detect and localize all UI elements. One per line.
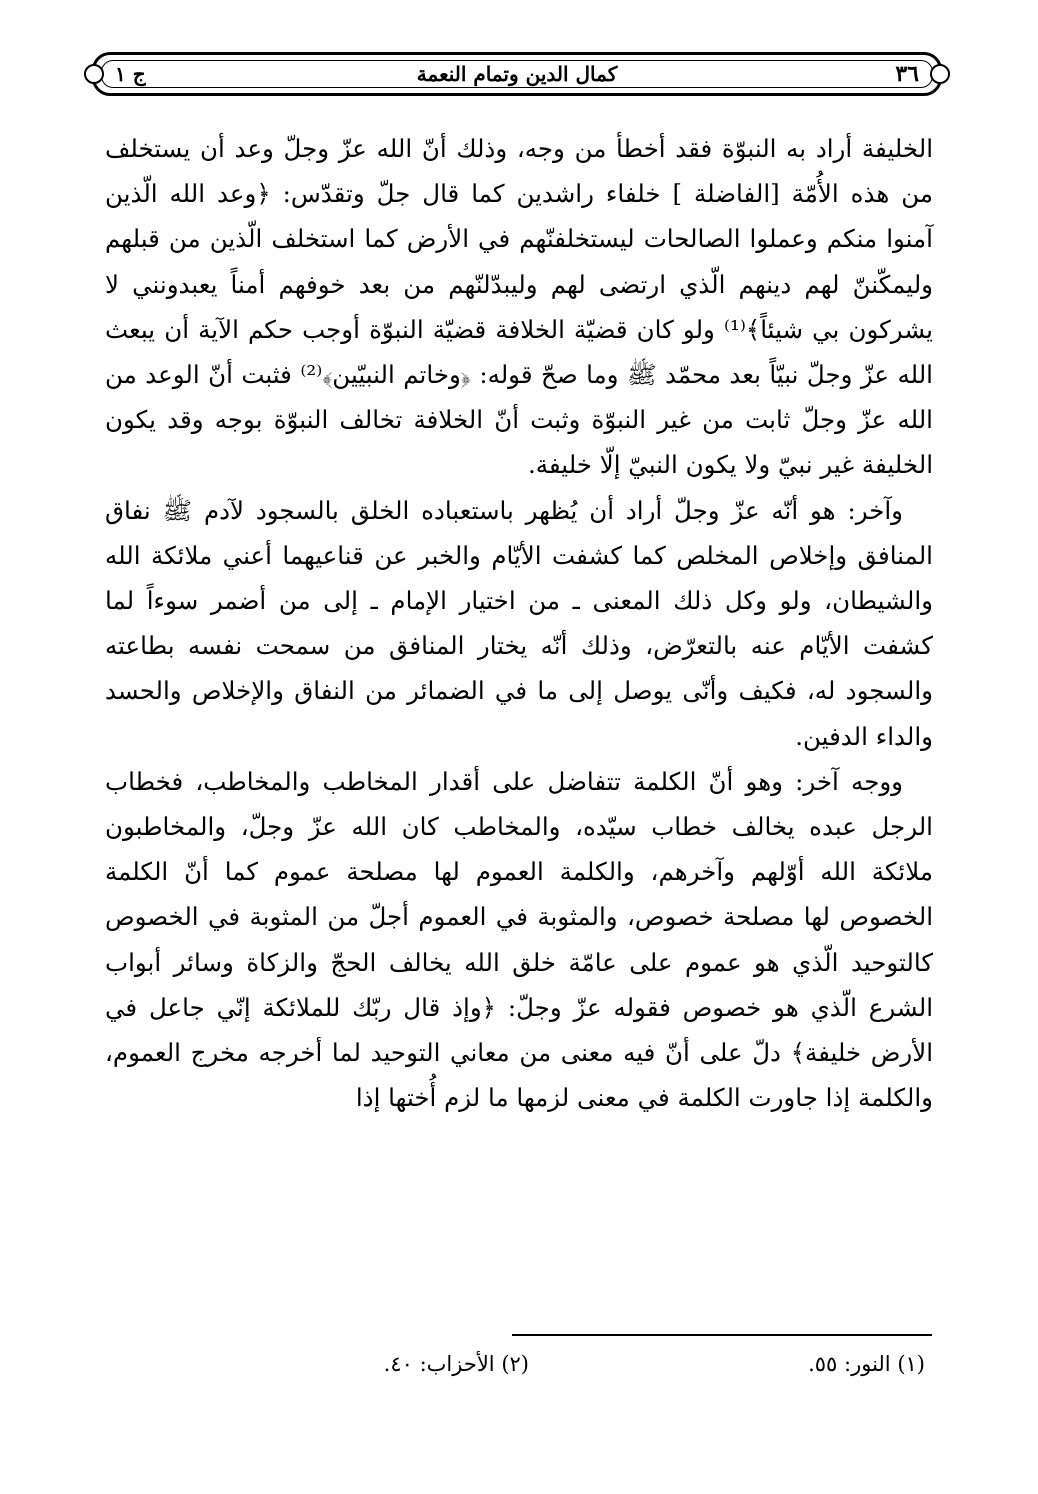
paragraph-3: ووجه آخر: وهو أنّ الكلمة تتفاضل على أقدار المخاطب والمخاطب، فخطاب الرجل عبده يخالف خطاب سيّده، والمخاطب كان الله عزّ وجلّ، والمخاطبون ملائكة الله أوّلهم وآخرهم، والكلمة العموم لها مصلحة عموم كما أنّ الكلمة الخصوص لها مصلحة خصوص، والمثوبة في العموم أجلّ من المثوبة في الخصوص كالتوحيد الّذي هو عموم على عامّة خلق الله يخالف الحجّ والزكاة وسائر أبواب الشرع الّذي هو خصوص فقوله عزّ وجلّ: ﴿وإذ قال ربّك للملائكة إنّي جاعل في الأرض خليفة﴾ دلّ على أنّ فيه معنى من معاني التوحيد لما أخرجه مخرج العموم، والكلمة إذا جاورت الكلمة في معنى لزمها ما لزم أُختها إذا bbox=[105, 766, 934, 1113]
running-header bbox=[92, 52, 942, 96]
main-text bbox=[105, 126, 933, 1120]
footnote-2: (٢) الأحزاب: ٤٠. bbox=[383, 1352, 529, 1376]
header-ornament-right bbox=[930, 64, 950, 84]
footnote-divider bbox=[512, 1334, 932, 1336]
paragraph-2: وآخر: هو أنّه عزّ وجلّ أراد أن يُظهر باستعباده الخلق بالسجود لآدم ﷺ نفاق المنافق وإخلاص المخلص كما كشفت الأيّام والخبر عن قناعيهما أعني ملائكة الله والشيطان، ولو وكل ذلك المعنى ـ من اختيار الإمام ـ إلى من أضمر سوءاً لما كشفت الأيّام عنه بالتعرّض، وذلك أنّه يختار المنافق من سمحت نفسه بطاعته والسجود له، فكيف وأنّى يوصل إلى ما في الضمائر من النفاق والإخلاص والحسد والداء الدفين. bbox=[105, 495, 933, 751]
paragraph-1: الخليفة أراد به النبوّة فقد أخطأ من وجه، وذلك أنّ الله عزّ وجلّ وعد أن يستخلف من هذه الأُمّة [الفاضلة ] خلفاء راشدين كما قال جلّ وتقدّس: ﴿وعد الله الّذين آمنوا منكم وعملوا الصالحات ليستخلفنّهم في الأرض كما استخلف الّذين من قبلهم وليمكّننّ لهم دينهم الّذي ارتضى لهم وليبدّلنّهم من بعد خوفهم أمناً يعبدونني لا يشركون بي شيئاً﴾⁽¹⁾ ولو كان قضيّة الخلافة قضيّة النبوّة أوجب حكم الآية أن يبعث الله عزّ وجلّ نبيّاً بعد محمّد ﷺ وما صحّ قوله: ﴿وخاتم النبيّين﴾⁽²⁾ فثبت أنّ الوعد من الله عزّ وجلّ ثابت من غير النبوّة وثبت أنّ الخلافة تخالف النبوّة بوجه وقد يكون الخليفة غير نبيّ ولا يكون النبيّ إلّا خليفة. bbox=[105, 134, 933, 480]
running-title: كمال الدين وتمام النعمة bbox=[416, 62, 618, 86]
header-ornament-left bbox=[84, 64, 104, 84]
footnote-1: (١) النور: ٥٥. bbox=[808, 1352, 925, 1376]
page-number: ٣٦ bbox=[895, 61, 919, 87]
volume-label: ج ١ bbox=[115, 62, 146, 86]
